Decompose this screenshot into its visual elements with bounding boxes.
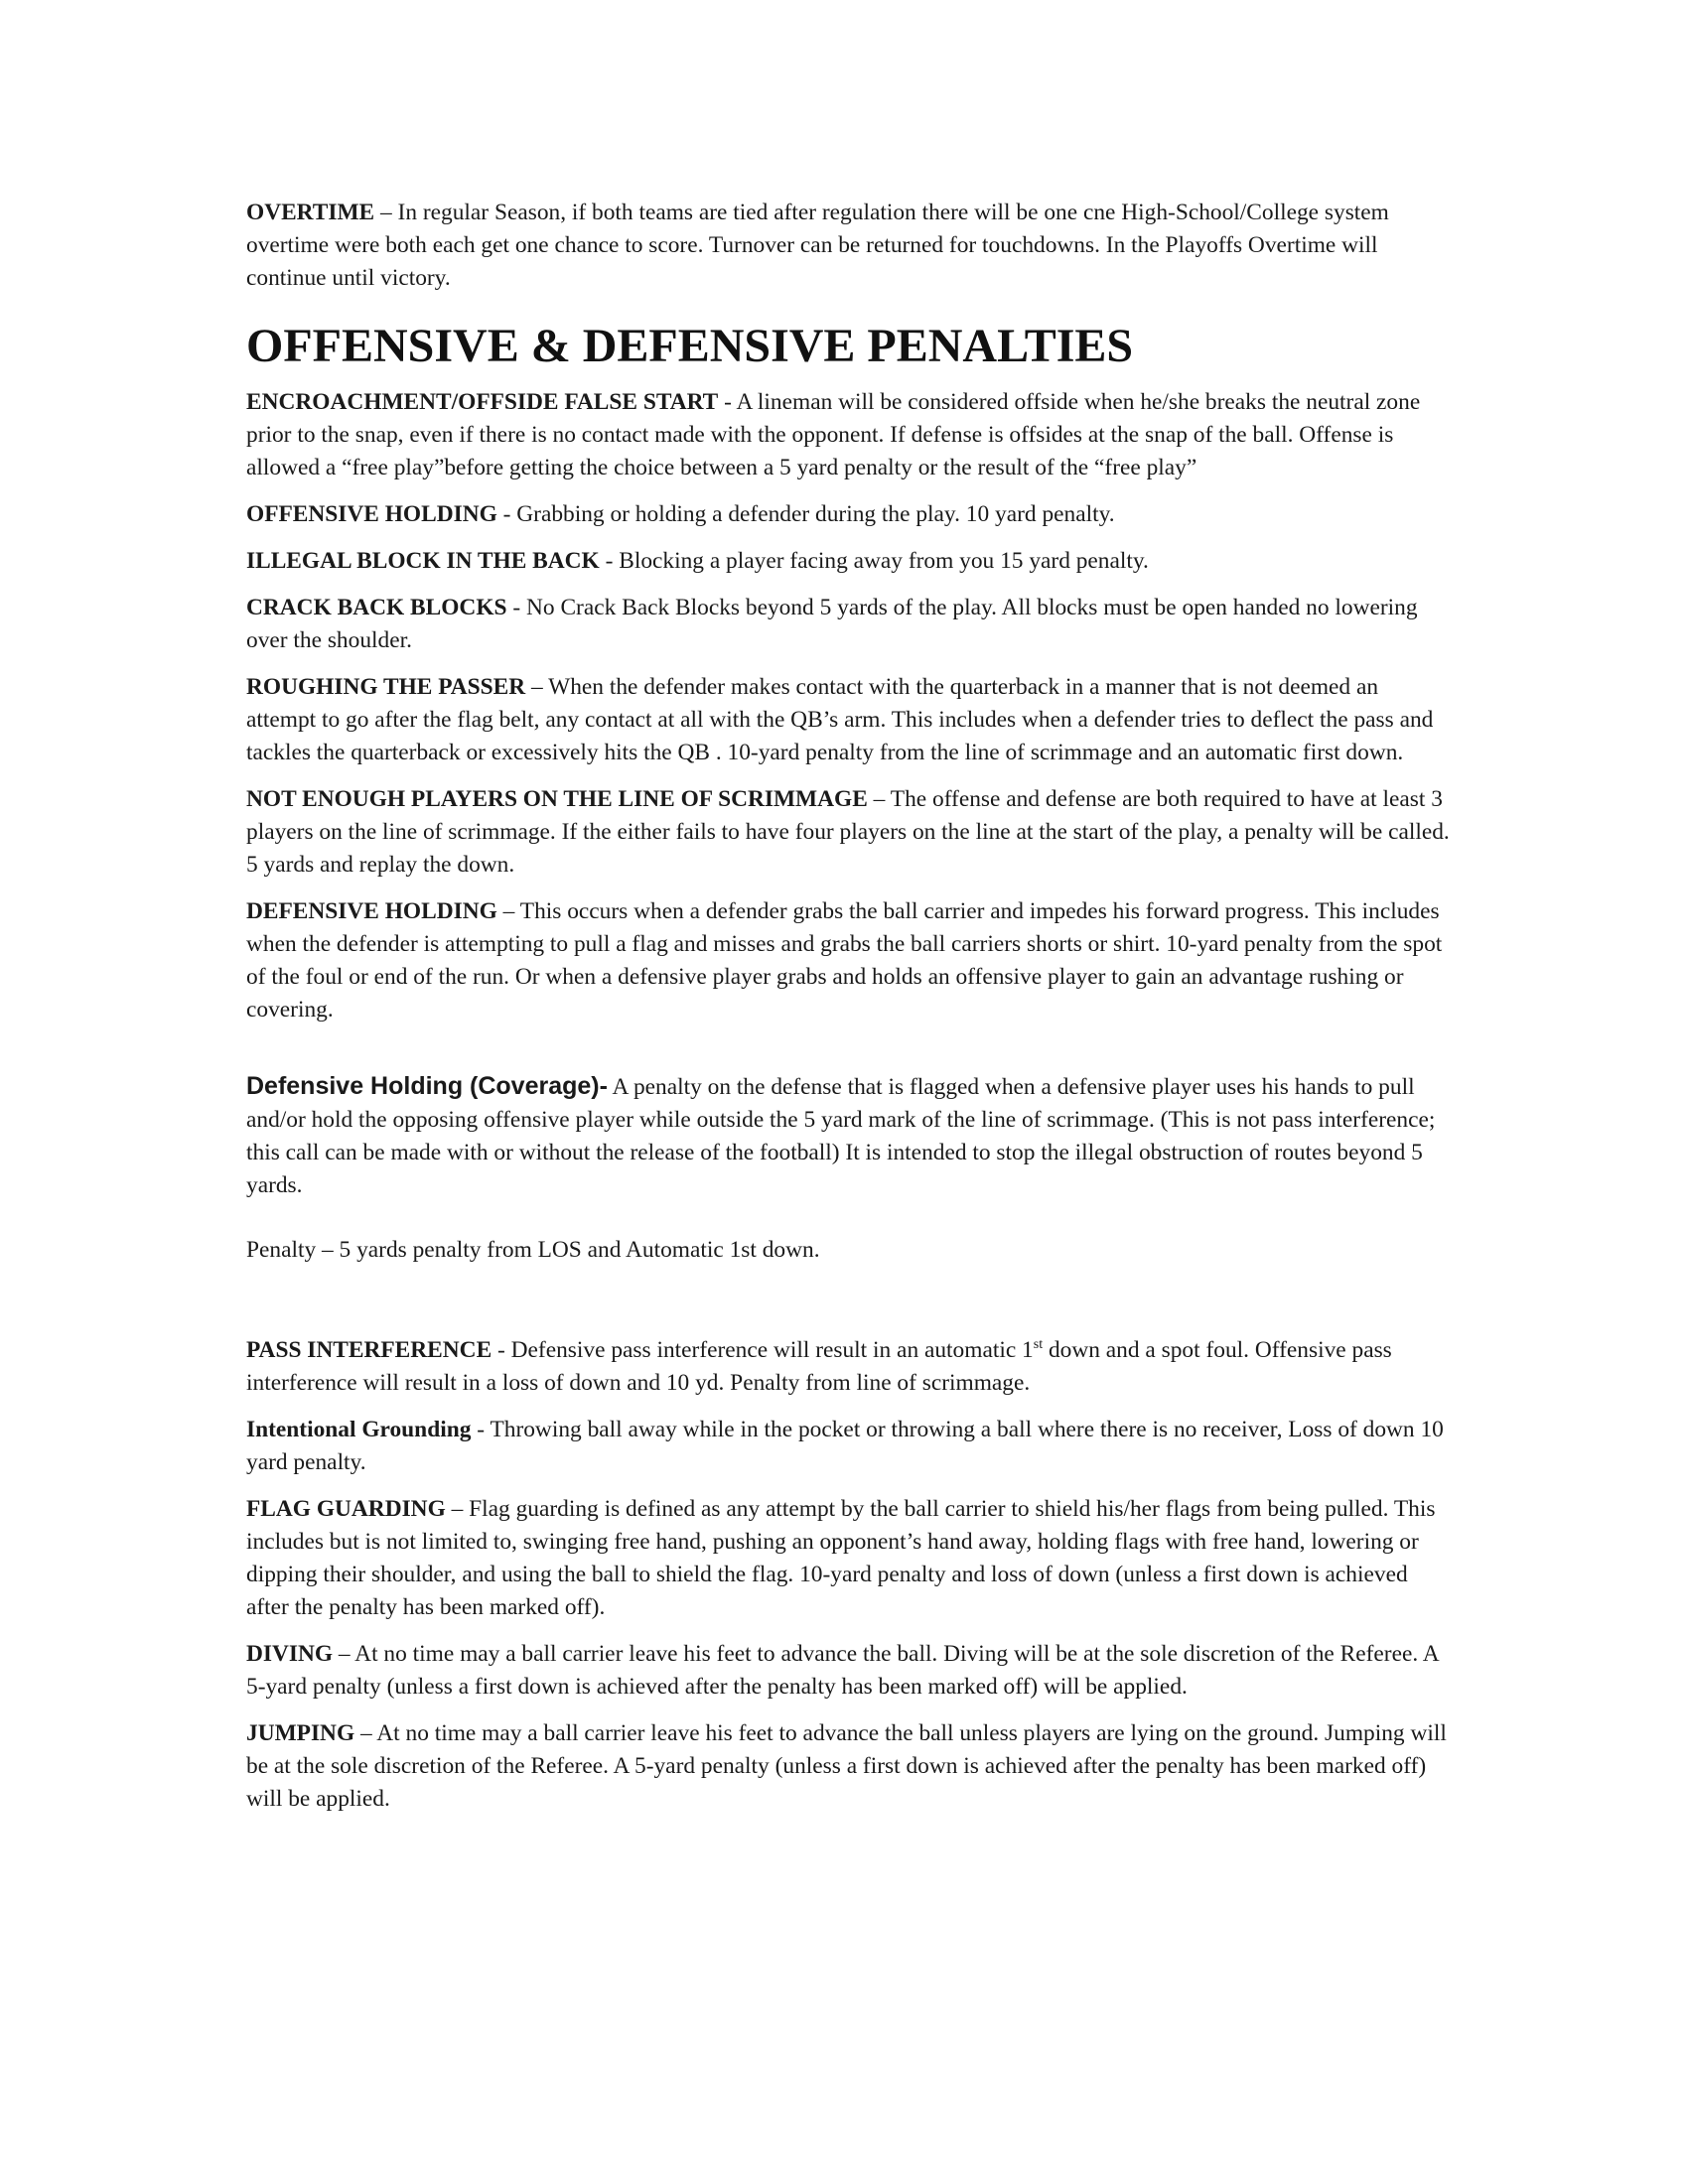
rule-text: – In regular Season, if both teams are tied after regulation there will be one cne High-School/College system overtime were both each get one chance to score. Turnover can be returned for touchdowns. In the Playoffs Overtime will continue until victory.: [246, 200, 1389, 291]
rule-text: – At no time may a ball carrier leave his feet to advance the ball. Diving will be at the sole discretion of the Referee. A 5-yard penalty (unless a first down is achieved after the penalty has been marked off) will be applied.: [246, 1641, 1439, 1700]
rule-text: - Blocking a player facing away from you 15 yard penalty.: [599, 548, 1149, 574]
rule-text: - Grabbing or holding a defender during the play. 10 yard penalty.: [496, 501, 1115, 527]
rule-text: - Throwing ball away while in the pocket or throwing a ball where there is no receiver, Loss of down 10 yard penalty.: [246, 1417, 1444, 1475]
pass-interference-rule: [246, 1334, 1453, 1400]
rule-term: JUMPING: [246, 1720, 355, 1746]
rule-term: PASS INTERFERENCE: [246, 1337, 492, 1363]
rule-term: DEFENSIVE HOLDING: [246, 898, 497, 924]
rule-text: - No Crack Back Blocks beyond 5 yards of the play. All blocks must be open handed no lowering over the shoulder.: [246, 595, 1418, 653]
rule-text: – Flag guarding is defined as any attempt by the ball carrier to shield his/her flags from being pulled. This includes but is not limited to, swinging free hand, pushing an opponent’s hand away, holding flags with free hand, lowering or dipping their shoulder, and using the ball to shield the flag. 10-yard penalty and loss of down (unless a first down is achieved after the penalty has been marked off).: [246, 1496, 1436, 1620]
section-heading: OFFENSIVE & DEFENSIVE PENALTIES: [246, 320, 1134, 372]
rule-term: OFFENSIVE HOLDING: [246, 501, 497, 527]
rule-term: ROUGHING THE PASSER: [246, 674, 526, 700]
coverage-penalty: Penalty – 5 yards penalty from LOS and Automatic 1st down.: [246, 1237, 820, 1263]
intentional-grounding-rule: [246, 1414, 1453, 1479]
rule-text: - Defensive pass interference will result in an automatic 1: [492, 1337, 1034, 1363]
ordinal-suffix: st: [1033, 1337, 1044, 1353]
overtime-rule: [246, 197, 1453, 295]
diving-rule: [246, 1638, 1453, 1704]
rule-term: CRACK BACK BLOCKS: [246, 595, 507, 620]
rule-text: A penalty on the defense that is flagged when a defensive player uses his hands to pull and/or hold the opposing offensive player while outside the 5 yard mark of the line of scrimmage. (This is not pass interference; this call can be made with or without the release of the football) It is intended to stop the illegal obstruction of routes beyond 5 yards.: [246, 1074, 1436, 1198]
not-enough-players-rule: [246, 783, 1453, 882]
rule-text: – The offense and defense are both required to have at least 3 players on the line of scrimmage. If the either fails to have four players on the line at the start of the play, a penalty will be called. 5 yards and replay the down.: [246, 786, 1450, 878]
flag-guarding-rule: [246, 1493, 1453, 1624]
jumping-rule: [246, 1717, 1453, 1816]
rule-text: - A lineman will be considered offside when he/she breaks the neutral zone prior to the snap, even if there is no contact made with the opponent. If defense is offsides at the snap of the ball. Offense is allowed a “free play”before getting the choice between a 5 yard penalty or the result of the “free play”: [246, 389, 1421, 480]
page-content: [246, 197, 1453, 1830]
rule-term: NOT ENOUGH PLAYERS ON THE LINE OF SCRIMMAGE: [246, 786, 868, 812]
roughing-rule: [246, 671, 1453, 769]
coverage-holding-rule: [246, 1070, 1453, 1202]
rule-term: Defensive Holding (Coverage)-: [246, 1072, 608, 1100]
rule-text: – When the defender makes contact with the quarterback in a manner that is not deemed an attempt to go after the flag belt, any contact at all with the QB’s arm. This includes when a defender tries to deflect the pass and tackles the quarterback or excessively hits the QB . 10-yard penalty from the line of scrimmage and an automatic first down.: [246, 674, 1434, 765]
crack-back-rule: [246, 592, 1453, 657]
rule-term: ENCROACHMENT/OFFSIDE FALSE START: [246, 389, 719, 415]
defensive-holding-rule: [246, 895, 1453, 1026]
rule-term: FLAG GUARDING: [246, 1496, 446, 1522]
offensive-holding-rule: [246, 498, 1453, 531]
rule-term: ILLEGAL BLOCK IN THE BACK: [246, 548, 600, 574]
rule-term: DIVING: [246, 1641, 334, 1667]
encroachment-rule: [246, 386, 1453, 484]
rule-term: Intentional Grounding: [246, 1417, 472, 1442]
rule-text: down and a spot foul. Offensive pass interference will result in a loss of down and 10 yd. Penalty from line of scrimmage.: [246, 1337, 1392, 1396]
rule-term: OVERTIME: [246, 200, 375, 225]
rule-text: – At no time may a ball carrier leave his feet to advance the ball unless players are lying on the ground. Jumping will be at the sole discretion of the Referee. A 5-yard penalty (unless a first down is achieved after the penalty has been marked off) will be applied.: [246, 1720, 1447, 1812]
illegal-block-rule: [246, 545, 1453, 578]
rule-text: – This occurs when a defender grabs the ball carrier and impedes his forward progress. This includes when the defender is attempting to pull a flag and misses and grabs the ball carriers shorts or shirt. 10-yard penalty from the spot of the foul or end of the run. Or when a defensive player grabs and holds an offensive player to gain an advantage rushing or covering.: [246, 898, 1443, 1023]
